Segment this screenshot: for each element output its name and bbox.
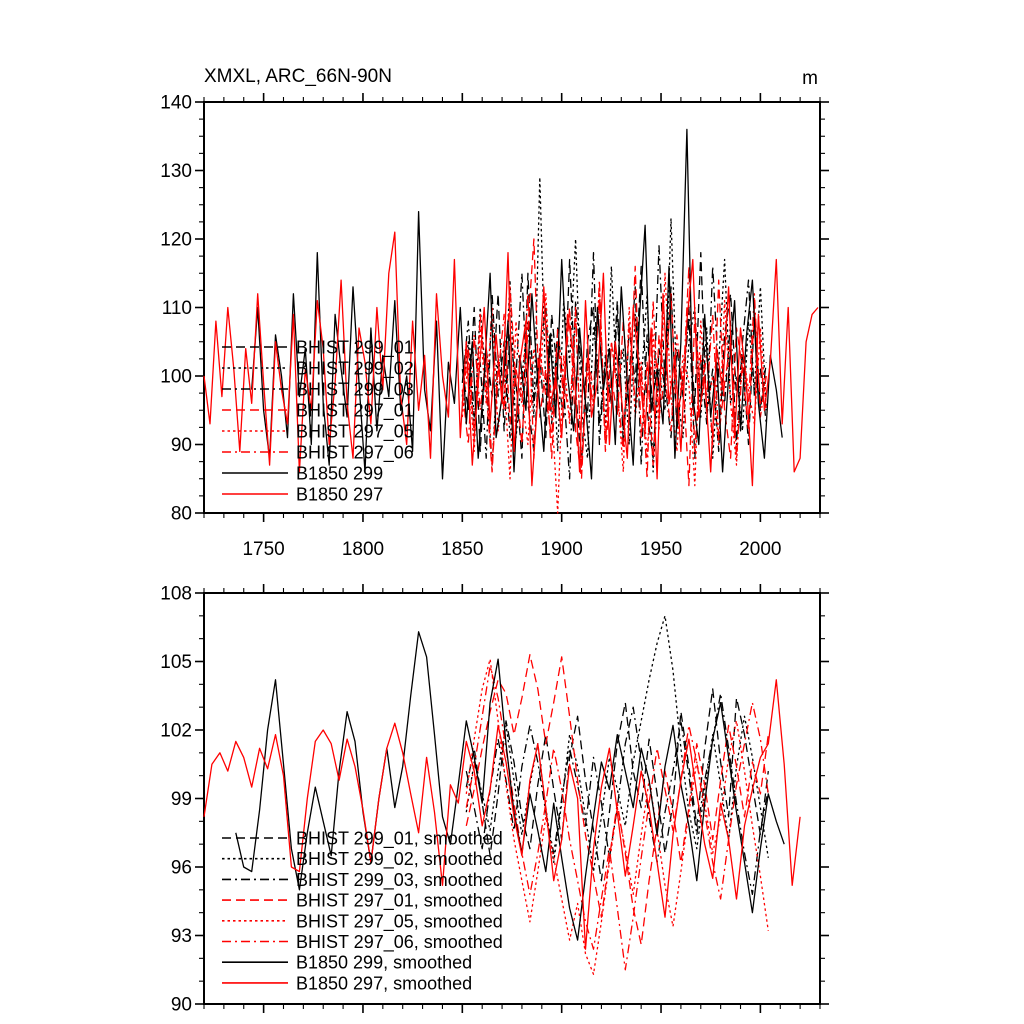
legend-label: BHIST 299_02	[296, 358, 414, 379]
y-tick-label: 100	[160, 366, 192, 388]
legend-label: B1850 299	[296, 463, 384, 484]
legend-label: BHIST 299_03	[296, 379, 414, 400]
y-tick-label: 108	[160, 583, 192, 605]
x-tick-label: 2000	[739, 539, 782, 560]
legend-label: BHIST 297_06, smoothed	[296, 932, 503, 952]
y-tick-label: 96	[170, 857, 192, 879]
legend-label: B1850 299, smoothed	[296, 952, 473, 973]
legend-label: BHIST 297_01	[296, 400, 414, 421]
legend-label: BHIST 297_06	[296, 442, 414, 463]
x-tick-label: 1750	[242, 539, 285, 560]
legend-label: B1850 297	[296, 484, 384, 505]
series-line-BHIST-299-02-smoothed	[466, 616, 768, 872]
x-tick-label: 1900	[540, 539, 583, 560]
legend-label: BHIST 297_01, smoothed	[296, 890, 503, 911]
legend-label: BHIST 299_02, smoothed	[296, 849, 503, 870]
panel-smoothed	[160, 584, 829, 1016]
legend-raw	[222, 338, 414, 505]
y-tick-label: 90	[170, 435, 192, 456]
x-tick-label: 1850	[441, 539, 484, 560]
legend-smoothed	[222, 829, 503, 994]
y-tick-label: 80	[170, 503, 192, 525]
x-tick-label: 1800	[341, 539, 385, 560]
legend-label: B1850 297, smoothed	[296, 973, 473, 994]
legend-label: BHIST 297_05, smoothed	[296, 911, 503, 932]
y-tick-label: 102	[160, 720, 192, 742]
legend-label: BHIST 297_05	[296, 421, 414, 442]
legend-label: BHIST 299_01	[296, 337, 414, 358]
legend-label: BHIST 299_03, smoothed	[296, 869, 503, 890]
y-tick-label: 105	[160, 652, 192, 673]
unit-label: m	[802, 68, 818, 89]
x-tick-label: 1950	[639, 539, 683, 560]
legend-label: BHIST 299_01, smoothed	[296, 828, 503, 849]
y-tick-label: 93	[170, 926, 192, 947]
y-tick-label: 99	[170, 789, 192, 810]
y-tick-label: 140	[160, 92, 192, 114]
y-tick-label: 110	[161, 298, 192, 319]
y-tick-label: 120	[160, 229, 192, 251]
y-tick-label: 130	[160, 161, 192, 182]
y-tick-label: 90	[170, 994, 192, 1016]
chart-title: XMXL, ARC_66N-90N	[204, 66, 392, 87]
panel-raw	[160, 93, 829, 561]
